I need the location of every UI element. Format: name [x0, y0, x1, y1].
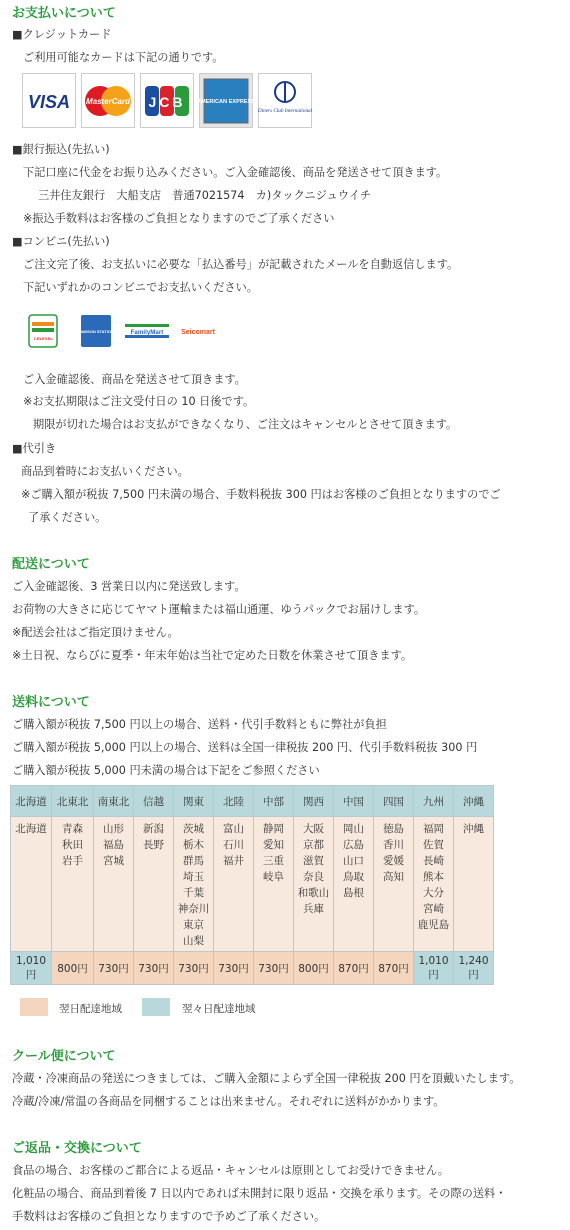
- payment-title: お支払いについて: [12, 6, 116, 21]
- cod-line3: 了承ください。: [28, 511, 107, 524]
- seven-eleven-icon: [28, 314, 58, 348]
- shipping-line: ご購入額が税抜 5,000 円未満の場合は下記をご参照ください: [12, 764, 320, 777]
- region-prefectures: 福岡 佐賀 長崎 熊本 大分 宮崎 鹿児島: [414, 817, 454, 952]
- region-header: 九州: [414, 786, 454, 817]
- seven-eleven-logo: [27, 314, 59, 348]
- svg-text:AMERICAN EXPRESS: AMERICAN EXPRESS: [196, 98, 256, 105]
- region-prefectures: 徳島 香川 愛媛 高知: [374, 817, 414, 952]
- returns-line: 化粧品の場合、商品到着後 7 日以内であれば未開封に限り返品・交換を承ります。その際の送料・: [12, 1187, 507, 1200]
- region-prefectures: 静岡 愛知 三重 岐阜: [254, 817, 294, 952]
- convenience-line4: ※お支払期限はご注文受付日の 10 日後です。: [23, 395, 255, 408]
- svg-text:Seicomart: Seicomart: [181, 329, 215, 336]
- region-price: 1,010円: [11, 952, 52, 985]
- region-header: 関西: [294, 786, 334, 817]
- returns-line: 手数料はお客様のご負担となりますので予めご了承ください。: [12, 1210, 326, 1223]
- returns-title: ご返品・交換について: [12, 1141, 142, 1156]
- delivery-line: お荷物の大きさに応じてヤマト運輸または福山通運、ゆうパックでお届けします。: [12, 603, 426, 616]
- region-price: 730円: [134, 952, 174, 985]
- region-header: 北海道: [11, 786, 52, 817]
- convenience-line5: 期限が切れた場合はお支払ができなくなり、ご注文はキャンセルとさせて頂きます。: [33, 418, 458, 431]
- seicomart-logo: [175, 314, 221, 348]
- region-price: 730円: [214, 952, 254, 985]
- shipping-line: ご購入額が税抜 7,500 円以上の場合、送料・代引手数料ともに弊社が負担: [12, 718, 387, 731]
- legend-next-day-label: 翌日配達地域: [59, 1003, 122, 1015]
- svg-text:MasterCard: MasterCard: [85, 96, 131, 106]
- svg-text:LAWSON STATION: LAWSON STATION: [78, 329, 114, 334]
- price-row: [11, 952, 494, 985]
- amex-icon: [196, 77, 256, 125]
- region-price: 870円: [374, 952, 414, 985]
- region-prefectures: 富山 石川 福井: [214, 817, 254, 952]
- region-header: 沖縄: [454, 786, 494, 817]
- convenience-line3: ご入金確認後、商品を発送させて頂きます。: [23, 373, 246, 386]
- cool-line: 冷蔵・冷凍商品の発送につきましては、ご購入金額によらず全国一律税抜 200 円を頂戴いたします。: [12, 1072, 521, 1085]
- region-price: 800円: [52, 952, 94, 985]
- convenience-heading: ■ コンビニ(先払い): [12, 233, 110, 249]
- shipping-title: 送料について: [12, 695, 90, 710]
- cool-line: 冷蔵/冷凍/常温の各商品を同梱することは出来ません。それぞれに送料がかかります。: [12, 1095, 445, 1108]
- region-price: 1,240円: [454, 952, 494, 985]
- region-header: 中国: [334, 786, 374, 817]
- shipping-line: ご購入額が税抜 5,000 円以上の場合、送料は全国一律税抜 200 円、代引手数料税抜 300 円: [12, 741, 478, 754]
- cod-heading: ■ 代引き: [12, 440, 56, 456]
- bank-line: 下記口座に代金をお振り込みください。ご入金確認後、商品を発送させて頂きます。: [23, 166, 448, 179]
- svg-text:JCB: JCB: [148, 93, 186, 110]
- region-prefectures: 岡山 広島 山口 鳥取 島根: [334, 817, 374, 952]
- convenience-line2: 下記いずれかのコンビニでお支払いください。: [23, 281, 258, 294]
- visa-logo: [22, 73, 76, 128]
- region-prefectures: 山形 福島 宮城: [94, 817, 134, 952]
- mastercard-icon: [82, 83, 134, 119]
- region-price: 870円: [334, 952, 374, 985]
- cool-title: クール便について: [12, 1049, 116, 1064]
- bank-note: ※振込手数料はお客様のご負担となりますのでご了承ください: [23, 212, 335, 225]
- region-header: 四国: [374, 786, 414, 817]
- amex-logo: [196, 73, 256, 128]
- region-price: 1,010円: [414, 952, 454, 985]
- bank-account: 三井住友銀行 大船支店 普通7021574 カ)タックニジュウイチ: [38, 189, 372, 202]
- svg-text:Diners Club International: Diners Club International: [257, 107, 313, 114]
- region-price: 730円: [94, 952, 134, 985]
- region-header: 信越: [134, 786, 174, 817]
- svg-text:7-ELEVEn: 7-ELEVEn: [33, 336, 53, 341]
- region-prefectures: 北海道: [11, 817, 52, 952]
- returns-line: 食品の場合、お客様のご都合による返品・キャンセルは原則としてお受けできません。: [12, 1164, 449, 1177]
- region-price: 730円: [254, 952, 294, 985]
- visa-icon: [24, 90, 74, 112]
- region-prefectures: 沖縄: [454, 817, 494, 952]
- region-prefectures: 茨城 栃木 群馬 埼玉 千葉 神奈川 東京 山梨: [174, 817, 214, 952]
- credit-desc: ご利用可能なカードは下記の通りです。: [23, 51, 224, 64]
- convenience-line1: ご注文完了後、お支払いに必要な「払込番号」が記載されたメールを自動返信します。: [23, 258, 459, 271]
- credit-heading: ■ クレジットカード: [12, 26, 111, 42]
- region-prefectures: 大阪 京都 滋賀 奈良 和歌山 兵庫: [294, 817, 334, 952]
- region-header: 北陸: [214, 786, 254, 817]
- svg-text:FamilyMart: FamilyMart: [130, 329, 164, 336]
- jcb-logo: [140, 73, 194, 128]
- diners-icon: [259, 76, 311, 126]
- region-price: 730円: [174, 952, 214, 985]
- legend-next-day-swatch: [20, 998, 48, 1016]
- prefecture-row: [11, 817, 494, 952]
- region-prefectures: 新潟 長野: [134, 817, 174, 952]
- delivery-title: 配送について: [12, 557, 90, 572]
- cod-line2: ※ご購入額が税抜 7,500 円未満の場合、手数料税抜 300 円はお客様のご負担となりますのでご: [21, 488, 501, 501]
- region-header-row: [11, 786, 494, 817]
- shipping-fee-table: [10, 785, 494, 985]
- diners-logo: [258, 73, 312, 128]
- cod-line1: 商品到着時にお支払いください。: [21, 465, 189, 478]
- delivery-line: ※配送会社はご指定頂けません。: [12, 626, 179, 639]
- legend-two-day-label: 翌々日配達地域: [182, 1003, 256, 1015]
- mastercard-logo: [81, 73, 135, 128]
- delivery-line: ※土日祝、ならびに夏季・年末年始は当社で定めた日数を休業させて頂きます。: [12, 649, 413, 662]
- lawson-logo: [79, 314, 113, 348]
- region-header: 中部: [254, 786, 294, 817]
- seicomart-icon: [175, 325, 221, 337]
- svg-text:VISA: VISA: [27, 91, 71, 112]
- familymart-icon: [125, 324, 169, 338]
- familymart-logo: [125, 314, 169, 348]
- region-price: 800円: [294, 952, 334, 985]
- delivery-line: ご入金確認後、3 営業日以内に発送致します。: [12, 580, 246, 593]
- region-header: 関東: [174, 786, 214, 817]
- jcb-icon: [144, 84, 190, 118]
- lawson-icon: [80, 314, 112, 348]
- region-header: 南東北: [94, 786, 134, 817]
- bank-heading: ■ 銀行振込(先払い): [12, 141, 110, 157]
- region-prefectures: 青森 秋田 岩手: [52, 817, 94, 952]
- region-header: 北東北: [52, 786, 94, 817]
- legend-two-day-swatch: [142, 998, 170, 1016]
